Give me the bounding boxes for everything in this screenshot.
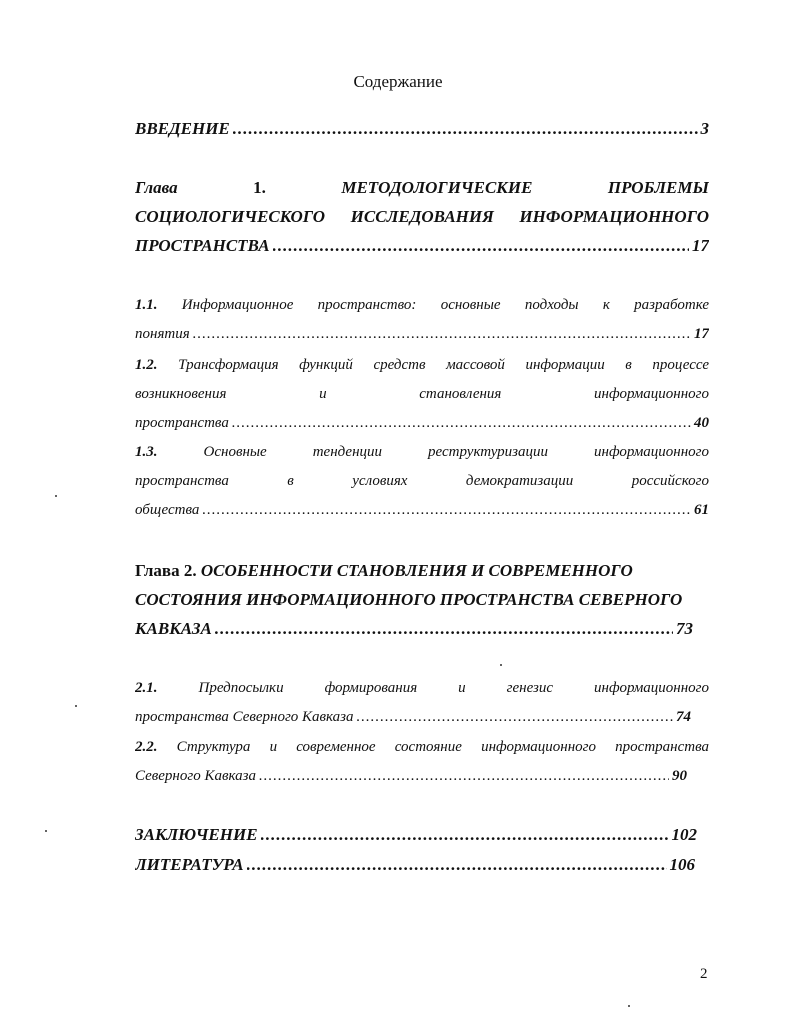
section-2-2-page: 90 [672, 768, 687, 784]
page-number: 2 [700, 966, 708, 982]
toc-literature-page: 106 [669, 855, 695, 874]
toc-literature-label: ЛИТЕРАТУРА [135, 855, 244, 874]
section-2-1-page: 74 [676, 709, 691, 725]
scan-speck [75, 705, 77, 707]
section-1-1-page: 17 [694, 326, 709, 342]
section-1-2-title-line-2: возникновения и становления информационного [135, 386, 709, 402]
section-1-2-page: 40 [694, 415, 709, 431]
toc-conclusion-label: ЗАКЛЮЧЕНИЕ [135, 825, 258, 844]
dot-leader [232, 409, 691, 438]
toc-conclusion [135, 820, 697, 849]
toc-conclusion-page: 102 [671, 825, 697, 844]
chapter-1-page: 17 [692, 236, 709, 255]
dot-leader [259, 762, 669, 791]
dot-leader [233, 114, 698, 143]
scan-speck [55, 495, 57, 497]
section-2-2-title-last: Северного Кавказа [135, 768, 256, 784]
section-2-2-title-line-1: Структура и современное состояние информационного пространства [176, 739, 709, 755]
section-1-3-page: 61 [694, 502, 709, 518]
chapter-2-prefix: Глава 2. [135, 561, 197, 580]
section-2-1-title-line-1: Предпосылки формирования и генезис информационного [198, 680, 709, 696]
chapter-1-word-2: ПРОБЛЕМЫ [607, 178, 709, 197]
toc-chapter-1 [135, 173, 709, 260]
toc-intro-label: ВВЕДЕНИЕ [135, 119, 230, 138]
section-1-3-number: 1.3. [135, 444, 158, 460]
toc-section-2-2 [135, 733, 709, 791]
chapter-1-title-line-2: СОЦИОЛОГИЧЕСКОГО ИССЛЕДОВАНИЯ ИНФОРМАЦИОННОГО [135, 207, 709, 226]
section-1-2-title-line-1: Трансформация функций средств массовой информации в процессе [178, 357, 709, 373]
page-title: Содержание [353, 72, 443, 91]
toc-intro-page: 3 [700, 119, 709, 138]
section-1-2-title-last: пространства [135, 415, 229, 431]
toc-section-1-3 [135, 438, 709, 525]
section-1-3-title-last: общества [135, 502, 200, 518]
chapter-1-title-line-3: ПРОСТРАНСТВА [135, 236, 270, 255]
dot-leader [202, 496, 691, 525]
scan-speck [45, 830, 47, 832]
section-1-1-number: 1.1. [135, 297, 158, 313]
section-1-1-title-line-1: Информационное пространство: основные подходы к разработке [181, 297, 709, 313]
chapter-1-prefix: Глава [135, 178, 178, 197]
dot-leader [193, 320, 691, 349]
section-1-3-title-line-1: Основные тенденции реструктуризации информационного [203, 444, 709, 460]
chapter-2-page: 73 [676, 619, 693, 638]
toc-chapter-2 [135, 556, 709, 643]
section-2-2-number: 2.2. [135, 739, 158, 755]
section-1-1-title-last: понятия [135, 326, 190, 342]
dot-leader [247, 850, 667, 879]
scan-speck [628, 1005, 630, 1007]
chapter-2-title-line-2: СОСТОЯНИЯ ИНФОРМАЦИОННОГО ПРОСТРАНСТВА СЕВЕРНОГО [135, 590, 683, 609]
chapter-2-title-line-3: КАВКАЗА [135, 619, 212, 638]
toc-section-1-1 [135, 291, 709, 349]
section-1-2-number: 1.2. [135, 357, 158, 373]
toc-section-2-1 [135, 674, 709, 732]
section-2-1-title-last: пространства Северного Кавказа [135, 709, 354, 725]
toc-intro [135, 114, 709, 143]
dot-leader [357, 703, 673, 732]
scan-speck [500, 664, 502, 666]
dot-leader [261, 820, 669, 849]
toc-section-1-2 [135, 351, 709, 438]
section-2-1-number: 2.1. [135, 680, 158, 696]
chapter-2-title-line-1: ОСОБЕННОСТИ СТАНОВЛЕНИЯ И СОВРЕМЕННОГО [200, 561, 633, 580]
section-1-3-title-line-2: пространства в условиях демократизации российского [135, 473, 709, 489]
dot-leader [273, 231, 689, 260]
toc-literature [135, 850, 695, 879]
chapter-1-word-1: МЕТОДОЛОГИЧЕСКИЕ [341, 178, 533, 197]
dot-leader [215, 614, 673, 643]
chapter-1-number: 1. [253, 178, 266, 197]
